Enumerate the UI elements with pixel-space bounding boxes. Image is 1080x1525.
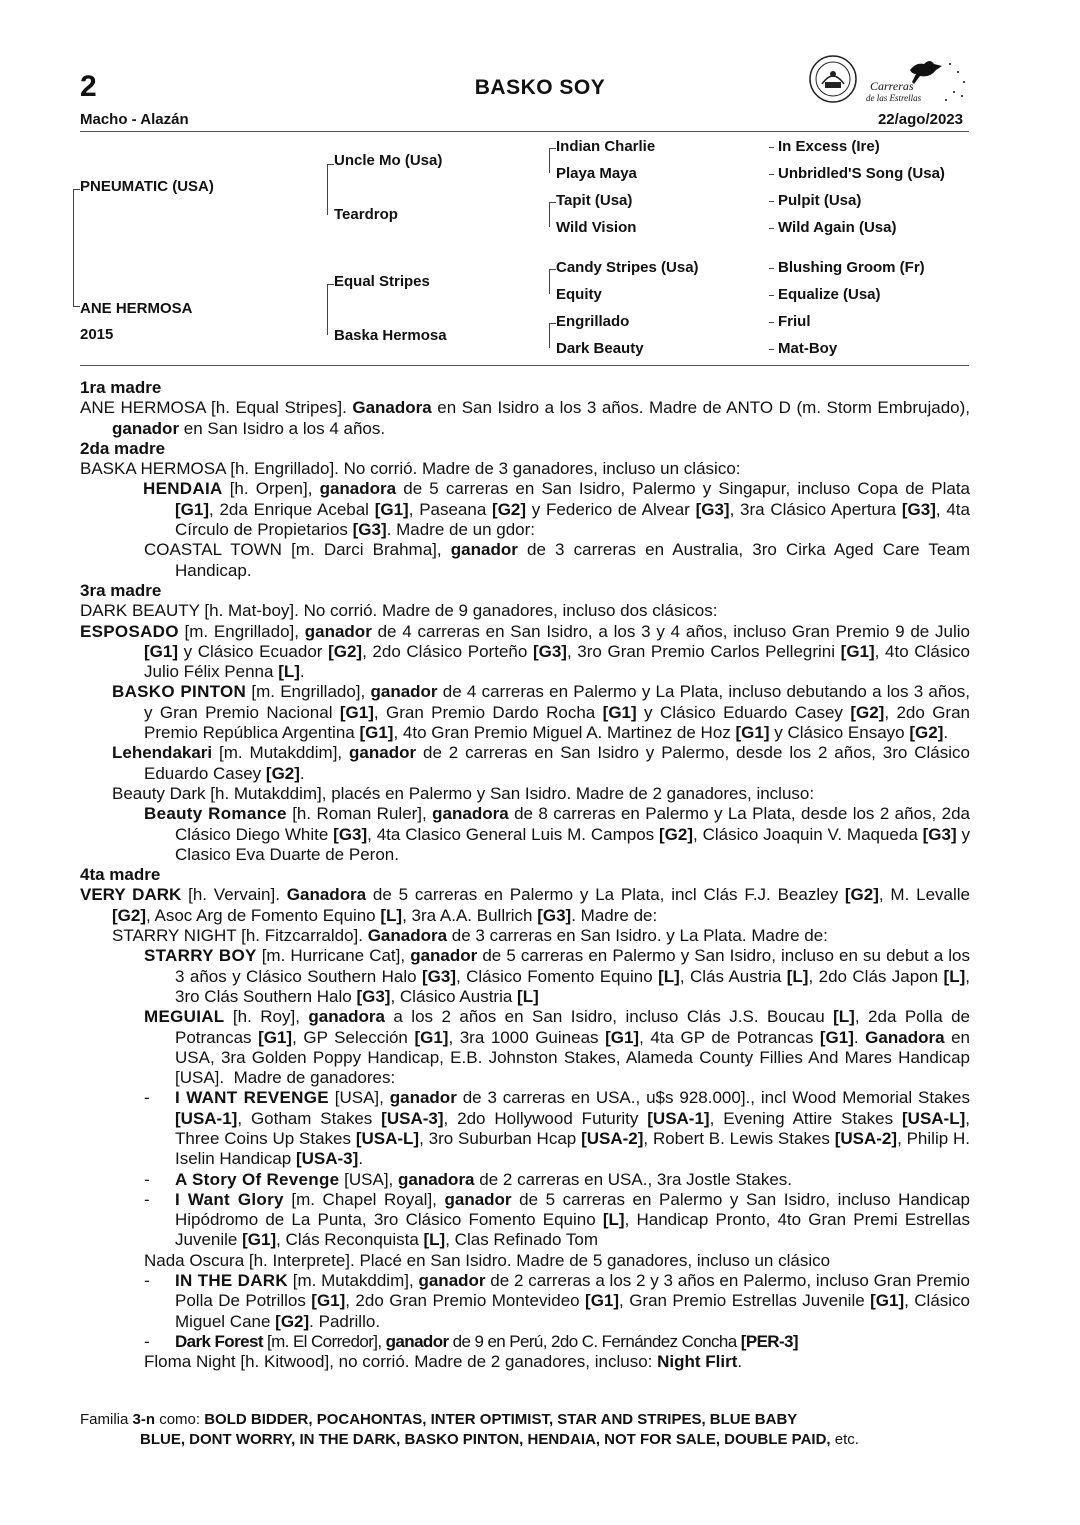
produce-basko-pinton: BASKO PINTON [m. Engrillado], ganador de 4 carreras en Palermo y La Plata, incluso debutando a los 3 años, y Gran Premio Nacional [G1], Gran Premio Dardo Rocha [G1] y Clásico Eduardo Casey [G2], 2do Gran Premio República Argentina [G1], 4to Gran Premio Miguel A. Martinez de Hoz [G1] y Clásico Ensayo [G2]. [112, 682, 971, 743]
gen2-sire-dam: Teardrop [334, 206, 398, 223]
gen4-name: Pulpit (Usa) [778, 192, 862, 209]
family-notables-line2: BLUE, DONT WORRY, IN THE DARK, BASKO PINTON, HENDAIA, NOT FOR SALE, DOUBLE PAID, [140, 1431, 831, 1448]
fourth-dam-paragraph: VERY DARK [h. Vervain]. Ganadora de 5 carreras en Palermo y La Plata, incl Clás F.J. Beazley [G2], M. Levalle [G2], Asoc Arg de Fomento Equino [L], 3ra A.A. Bullrich [G3]. Madre de: [80, 885, 970, 925]
pedigree-bracket [327, 284, 334, 335]
produce-beauty-dark: Beauty Dark [h. Mutakddim], placés en Palermo y San Isidro. Madre de 2 ganadores, incluso: [112, 783, 815, 803]
sale-date: 22/ago/2023 [877, 111, 963, 128]
pedigree-bracket [549, 269, 556, 294]
family-etc: etc. [834, 1431, 859, 1448]
gen3-name: Candy Stripes (Usa) [556, 259, 699, 276]
sire-name: PNEUMATIC (USA) [80, 178, 214, 195]
pedigree-bracket [549, 323, 556, 348]
pedigree-bracket [549, 202, 556, 227]
family-prefix: Familia [80, 1411, 129, 1428]
lot-number: 2 [80, 70, 97, 103]
gen3-name: Indian Charlie [556, 138, 656, 155]
gen3-name: Tapit (Usa) [556, 192, 633, 209]
produce-a-story-of-revenge: - A Story Of Revenge [USA], ganadora de 2 carreras en USA., 3ra Jostle Stakes. [144, 1169, 793, 1189]
catalogue-text [80, 378, 970, 1373]
produce-esposado: ESPOSADO [m. Engrillado], ganador de 4 carreras en San Isidro, a los 3 y 4 años, incluso Gran Premio 9 de Julio [G1] y Clásico Ecuador [G2], 2do Clásico Porteño [G3], 3ro Gran Premio Carlos Pellegrini [G1], 4to Clásico Julio Félix Penna [L]. [80, 621, 971, 682]
produce-hendaia: HENDAIA [h. Orpen], ganadora de 5 carreras en San Isidro, Palermo y Singapur, incluso Copa de Plata [G1], 2da Enrique Acebal [G1], Paseana [G2] y Federico de Alvear [G3], 3ra Clásico Apertura [G3], 4ta Círculo de Propietarios [G3]. Madre de un gdor: [143, 479, 970, 540]
gen4-name: Friul [778, 313, 811, 330]
gen4-name: Mat-Boy [778, 340, 838, 357]
family-number: 3-n [132, 1411, 156, 1428]
produce-starry-night: STARRY NIGHT [h. Fitzcarraldo]. Ganadora de 3 carreras en San Isidro. y La Plata. Madre de: [112, 926, 828, 946]
gen4-name: Wild Again (Usa) [778, 219, 897, 236]
gen3-name: Engrillado [556, 313, 630, 330]
second-dam-paragraph: BASKA HERMOSA [h. Engrillado]. No corrió. Madre de 3 ganadores, incluso un clásico: [80, 459, 741, 479]
gen4-name: Unbridled'S Song (Usa) [778, 165, 945, 182]
pedigree-bracket [73, 306, 80, 307]
pedigree-rule [80, 365, 969, 366]
produce-meguial: MEGUIAL [h. Roy], ganadora a los 2 años en San Isidro, incluso Clás J.S. Boucau [L], 2da Polla de Potrancas [G1], GP Selección [G1], 3ra 1000 Guineas [G1], 4ta GP de Potrancas [G1]. Ganadora en USA, 3ra Golden Poppy Handicap, E.B. Johnston Stakes, Alameda County Fillies And Mares Handicap [USA]. Madre de ganadores: [144, 1007, 970, 1088]
gen4-name: In Excess (Ire) [778, 138, 880, 155]
gen4-name: Blushing Groom (Fr) [778, 259, 925, 276]
produce-nada-oscura: Nada Oscura [h. Interprete]. Placé en San Isidro. Madre de 5 ganadores, incluso un clásico [144, 1250, 831, 1270]
pedigree-dash [769, 147, 774, 148]
gen2-sire-sire: Uncle Mo (Usa) [334, 152, 443, 169]
section-title-4ta-madre: 4ta madre [80, 865, 161, 885]
produce-lehendakari: Lehendakari [m. Mutakddim], ganador de 2 carreras en San Isidro y Palermo, desde los 2 años, 3ro Clásico Eduardo Casey [G2]. [112, 743, 970, 783]
pedigree-dash [769, 228, 774, 229]
produce-i-want-glory: - I Want Glory [m. Chapel Royal], ganador de 5 carreras en Palermo y San Isidro, incluso Handicap Hipódromo de La Punta, 3ro Clásico Fomento Equino [L], Handicap Pronto, 4to Gran Premi Estrellas Juvenile [G1], Clás Reconquista [L], Clas Refinado Tom [144, 1189, 970, 1250]
produce-starry-boy: STARRY BOY [m. Hurricane Cat], ganador de 5 carreras en Palermo y San Isidro, incluso en su debut a los 3 años y Clásico Southern Halo [G3], Clásico Fomento Equino [L], Clás Austria [L], 2do Clás Japon [L], 3ro Clás Southern Halo [G3], Clásico Austria [L] [144, 946, 970, 1006]
svg-text:Carreras: Carreras [870, 79, 914, 93]
pedigree-bracket [327, 164, 334, 215]
gen2-dam-sire: Equal Stripes [334, 273, 430, 290]
breeders-cup-nominated-seal-logo [808, 54, 858, 104]
produce-coastal-town: COASTAL TOWN [m. Darci Brahma], ganador de 3 carreras en Australia, 3ro Cirka Aged Care Team Handicap. [144, 540, 970, 580]
pedigree-bracket [73, 189, 80, 307]
pedigree-dash [769, 174, 774, 175]
gen3-name: Dark Beauty [556, 340, 644, 357]
pedigree-dash [769, 268, 774, 269]
produce-i-want-revenge: - I WANT REVENGE [USA], ganador de 3 carreras en USA., u$s 928.000]., incl Wood Memorial Stakes [USA-1], Gotham Stakes [USA-3], 2do Hollywood Futurity [USA-1], Evening Attire Stakes [USA-L], Three Coins Up Stakes [USA-L], 3ro Suburban Hcap [USA-2], Robert B. Lewis Stakes [USA-2], Philip H. Iselin Handicap [USA-3]. [144, 1088, 970, 1169]
gen3-name: Equity [556, 286, 602, 303]
section-title-3ra-madre: 3ra madre [80, 580, 162, 600]
produce-dark-forest: - Dark Forest [m. El Corredor], ganador de 9 en Perú, 2do C. Fernández Concha [PER-3] [144, 1331, 798, 1351]
section-title-2da-madre: 2da madre [80, 438, 166, 458]
first-dam-paragraph: ANE HERMOSA [h. Equal Stripes]. Ganadora en San Isidro a los 3 años. Madre de ANTO D (m. Storm Embrujado), ganador en San Isidro a los 4 años. [80, 398, 970, 438]
dam-name: ANE HERMOSA [80, 300, 193, 317]
produce-floma-night: Floma Night [h. Kitwood], no corrió. Madre de 2 ganadores, incluso: Night Flirt. [144, 1352, 743, 1372]
produce-in-the-dark: - IN THE DARK [m. Mutakddim], ganador de 2 carreras a los 2 y 3 años en Palermo, incluso Gran Premio Polla De Potrillos [G1], 2do Gran Premio Montevideo [G1], Gran Premio Estrellas Juvenile [G1], Clásico Miguel Cane [G2]. Padrillo. [144, 1271, 970, 1331]
gen3-name: Playa Maya [556, 165, 637, 182]
pedigree-dash [769, 349, 774, 350]
gen2-dam-dam: Baska Hermosa [334, 327, 447, 344]
gen4-name: Equalize (Usa) [778, 286, 881, 303]
carreras-de-las-estrellas-logo [862, 56, 972, 106]
sex-color: Macho - Alazán [80, 111, 189, 128]
birth-year: 2015 [80, 326, 114, 343]
header-rule [80, 131, 969, 132]
pedigree-dash [769, 201, 774, 202]
produce-beauty-romance: Beauty Romance [h. Roman Ruler], ganadora de 8 carreras en Palermo y La Plata, desde los 2 años, 2da Clásico Diego White [G3], 4ta Clasico General Luis M. Campos [G2], Clásico Joaquin V. Maqueda [G3] y Clasico Eva Duarte de Peron. [144, 804, 971, 864]
pedigree-bracket [549, 148, 556, 173]
family-line [80, 1410, 970, 1450]
svg-text:de las Estrellas: de las Estrellas [866, 93, 922, 103]
family-notables-line1: BOLD BIDDER, POCAHONTAS, INTER OPTIMIST, STAR AND STRIPES, BLUE BABY [204, 1411, 798, 1428]
third-dam-paragraph: DARK BEAUTY [h. Mat-boy]. No corrió. Madre de 9 ganadores, incluso dos clásicos: [80, 601, 718, 621]
pedigree-dash [769, 295, 774, 296]
pedigree-dash [769, 322, 774, 323]
horse-name: BASKO SOY [474, 76, 606, 99]
family-como: como: [159, 1411, 201, 1428]
gen3-name: Wild Vision [556, 219, 637, 236]
section-title-1ra-madre: 1ra madre [80, 378, 162, 397]
